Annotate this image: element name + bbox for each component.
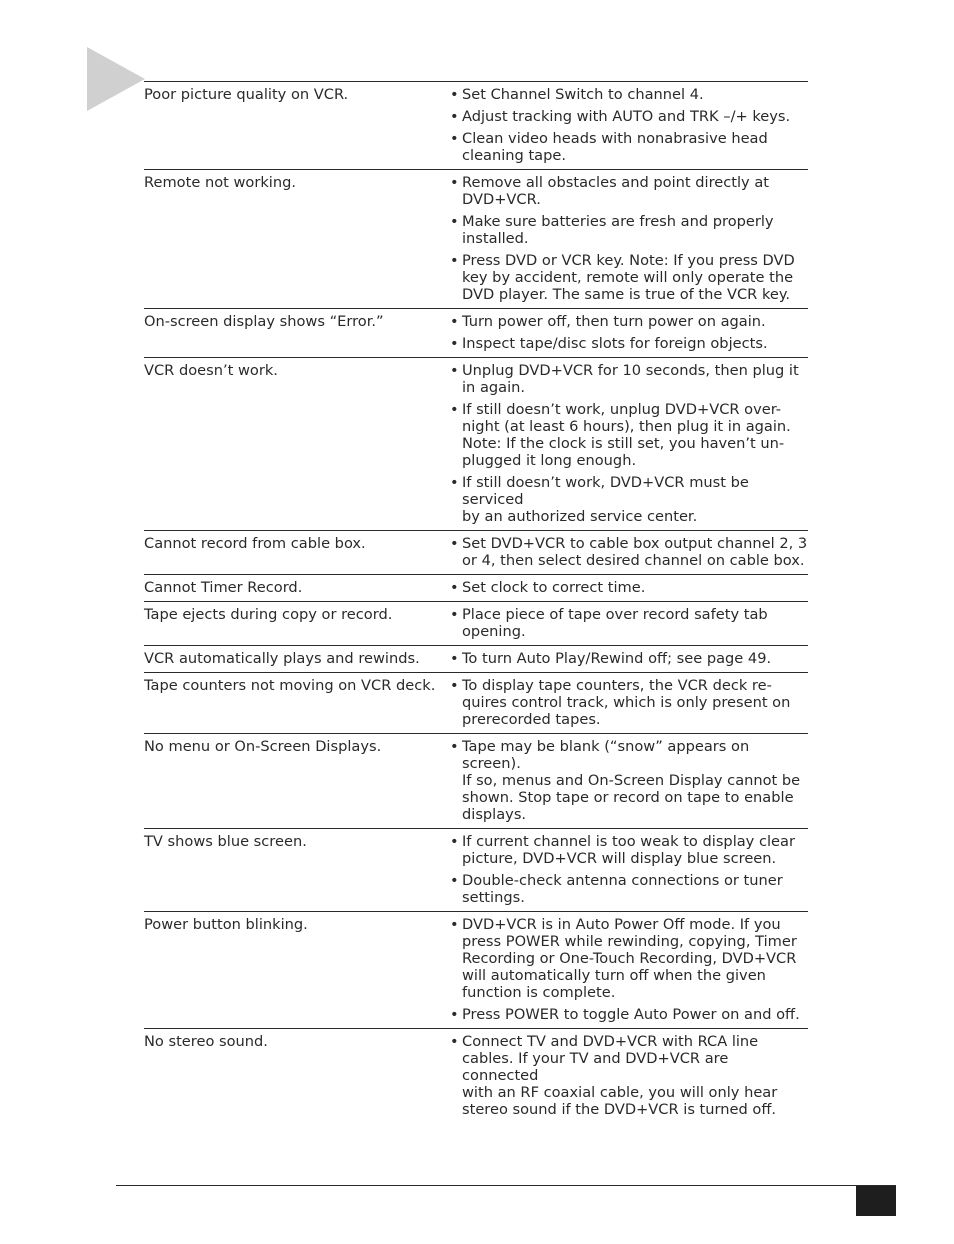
footer-rule (116, 1185, 896, 1186)
table-row (144, 912, 808, 1029)
solution-item: • To display tape counters, the VCR deck re- quires control track, which is only present on prerecorded tapes. (450, 677, 808, 728)
solutions-cell (450, 535, 808, 569)
table-row (144, 829, 808, 912)
problem-cell: Tape counters not moving on VCR deck. (144, 677, 436, 694)
solutions-cell (450, 916, 808, 1023)
table-row (144, 673, 808, 734)
solution-item: • Place piece of tape over record safety tab opening. (450, 606, 808, 640)
problem-cell: VCR doesn’t work. (144, 362, 278, 379)
solutions-cell (450, 362, 808, 525)
solutions-cell (450, 677, 808, 728)
table-row (144, 309, 808, 358)
solution-item: • Press POWER to toggle Auto Power on and off. (450, 1006, 808, 1023)
solution-item: • Adjust tracking with AUTO and TRK –/+ keys. (450, 108, 808, 125)
solution-item: • Inspect tape/disc slots for foreign objects. (450, 335, 808, 352)
table-row (144, 646, 808, 673)
solution-item: • Turn power off, then turn power on again. (450, 313, 808, 330)
solutions-cell (450, 606, 808, 640)
problem-cell: VCR automatically plays and rewinds. (144, 650, 420, 667)
solution-item: • DVD+VCR is in Auto Power Off mode. If you press POWER while rewinding, copying, Timer Recording or One-Touch Recording, DVD+VCR will automatically turn off when the given function is complete. (450, 916, 808, 1001)
solutions-cell (450, 833, 808, 906)
page-number-tab (856, 1186, 896, 1216)
table-row (144, 1029, 808, 1123)
table-row (144, 82, 808, 170)
problem-cell: Power button blinking. (144, 916, 308, 933)
solution-item: • Set clock to correct time. (450, 579, 808, 596)
solutions-cell (450, 174, 808, 303)
table-row (144, 170, 808, 309)
solution-item: • If still doesn’t work, unplug DVD+VCR over- night (at least 6 hours), then plug it in again. Note: If the clock is still set, you haven’t un- plugged it long enough. (450, 401, 808, 469)
solutions-cell (450, 579, 808, 596)
solutions-cell (450, 86, 808, 164)
solution-item: • If still doesn’t work, DVD+VCR must be serviced by an authorized service center. (450, 474, 808, 525)
solution-item: • Clean video heads with nonabrasive head cleaning tape. (450, 130, 808, 164)
solutions-cell (450, 738, 808, 823)
problem-cell: TV shows blue screen. (144, 833, 307, 850)
problem-cell: No menu or On-Screen Displays. (144, 738, 382, 755)
problem-cell: Cannot record from cable box. (144, 535, 366, 552)
solution-item: • Set Channel Switch to channel 4. (450, 86, 808, 103)
solution-item: • Set DVD+VCR to cable box output channel 2, 3 or 4, then select desired channel on cable box. (450, 535, 808, 569)
solution-item: • To turn Auto Play/Rewind off; see page 49. (450, 650, 808, 667)
solution-item: • Connect TV and DVD+VCR with RCA line cables. If your TV and DVD+VCR are connected with an RF coaxial cable, you will only hear stereo sound if the DVD+VCR is turned off. (450, 1033, 808, 1118)
solution-item: • Make sure batteries are fresh and properly installed. (450, 213, 808, 247)
problem-cell: Poor picture quality on VCR. (144, 86, 349, 103)
solution-item: • Unplug DVD+VCR for 10 seconds, then plug it in again. (450, 362, 808, 396)
table-row (144, 358, 808, 531)
corner-triangle-marker (87, 47, 145, 111)
solutions-cell (450, 1033, 808, 1118)
solution-item: • Remove all obstacles and point directly at DVD+VCR. (450, 174, 808, 208)
problem-cell: No stereo sound. (144, 1033, 268, 1050)
table-row (144, 734, 808, 829)
problem-cell: On-screen display shows “Error.” (144, 313, 384, 330)
table-row (144, 531, 808, 575)
problem-cell: Remote not working. (144, 174, 297, 191)
problem-cell: Tape ejects during copy or record. (144, 606, 393, 623)
solution-item: • Tape may be blank (“snow” appears on screen). If so, menus and On-Screen Display cannot be shown. Stop tape or record on tape to enable displays. (450, 738, 808, 823)
problem-cell: Cannot Timer Record. (144, 579, 303, 596)
solutions-cell (450, 313, 808, 352)
solutions-cell (450, 650, 808, 667)
solution-item: • Double-check antenna connections or tuner settings. (450, 872, 808, 906)
table-row (144, 602, 808, 646)
solution-item: • Press DVD or VCR key. Note: If you press DVD key by accident, remote will only operate the DVD player. The same is true of the VCR key. (450, 252, 808, 303)
troubleshooting-table (144, 81, 808, 1123)
table-row (144, 575, 808, 602)
solution-item: • If current channel is too weak to display clear picture, DVD+VCR will display blue screen. (450, 833, 808, 867)
